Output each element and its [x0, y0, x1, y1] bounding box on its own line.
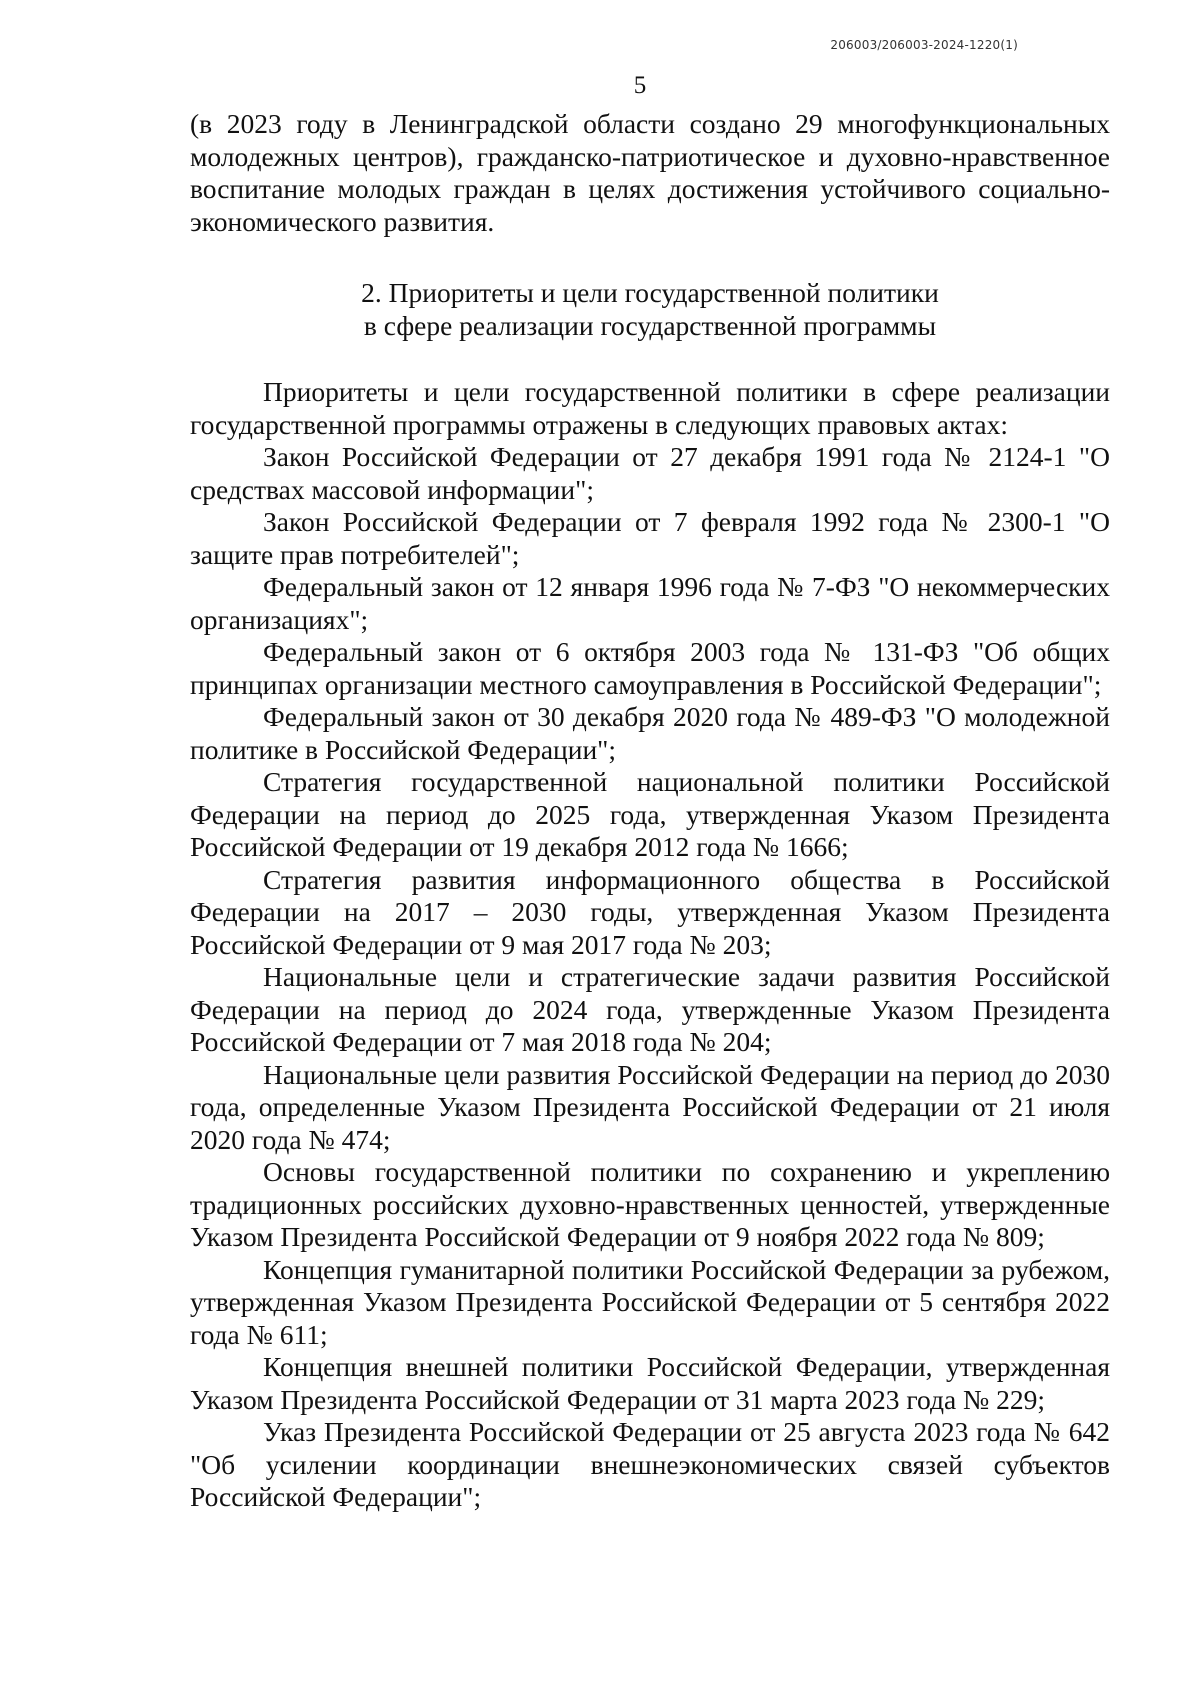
act-item: Указ Президента Российской Федерации от 25 августа 2023 года № 642 "Об усилении координации внешнеэкономических связей субъектов Российской Федерации";: [190, 1416, 1110, 1512]
act-item: Стратегия государственной национальной политики Российской Федерации на период до 2025 года, утвержденная Указом Президента Российской Федерации от 19 декабря 2012 года № 1666;: [190, 766, 1110, 862]
lead-paragraph: Приоритеты и цели государственной политики в сфере реализации государственной программы отражены в следующих правовых актах:: [190, 376, 1110, 440]
act-item: Национальные цели и стратегические задачи развития Российской Федерации на период до 2024 года, утвержденные Указом Президента Российской Федерации от 7 мая 2018 года № 204;: [190, 961, 1110, 1057]
act-item: Концепция гуманитарной политики Российской Федерации за рубежом, утвержденная Указом Президента Российской Федерации от 5 сентября 2022 года № 611;: [190, 1253, 1110, 1350]
section-title: [190, 277, 1110, 342]
page-number: 5: [633, 72, 647, 99]
act-item: Основы государственной политики по сохранению и укреплению традиционных российских духовно-нравственных ценностей, утвержденные Указом Президента Российской Федерации от 9 ноября 2022 года № 809;: [190, 1156, 1110, 1252]
act-item: Федеральный закон от 6 октября 2003 года № 131-ФЗ "Об общих принципах организации местного самоуправления в Российской Федерации";: [190, 636, 1110, 700]
act-item: Закон Российской Федерации от 7 февраля 1992 года № 2300-1 "О защите прав потребителей";: [190, 506, 1110, 570]
document-id: 206003/206003-2024-1220(1): [830, 38, 1018, 52]
act-item: Закон Российской Федерации от 27 декабря 1991 года № 2124-1 "О средствах массовой информации";: [190, 441, 1110, 505]
act-item: Стратегия развития информационного общества в Российской Федерации на 2017 – 2030 годы, утвержденная Указом Президента Российской Федерации от 9 мая 2017 года № 203;: [190, 863, 1110, 960]
section-title-line-2: в сфере реализации государственной программы: [363, 309, 937, 341]
act-item: Федеральный закон от 12 января 1996 года № 7-ФЗ "О некоммерческих организациях";: [190, 571, 1110, 635]
act-item: Национальные цели развития Российской Федерации на период до 2030 года, определенные Указом Президента Российской Федерации от 21 июля 2020 года № 474;: [190, 1058, 1110, 1155]
act-item: Концепция внешней политики Российской Федерации, утвержденная Указом Президента Российской Федерации от 31 марта 2023 года № 229;: [190, 1351, 1110, 1415]
section-title-line-1: 2. Приоритеты и цели государственной политики: [361, 277, 939, 308]
act-item: Федеральный закон от 30 декабря 2020 года № 489-ФЗ "О молодежной политике в Российской Федерации";: [190, 701, 1110, 765]
document-body: [190, 108, 1110, 1514]
intro-paragraph: (в 2023 году в Ленинградской области создано 29 многофункциональных молодежных центров), гражданско-патриотическое и духовно-нравственное воспитание молодых граждан в целях достижения устойчивого социально-экономического развития.: [190, 108, 1110, 237]
